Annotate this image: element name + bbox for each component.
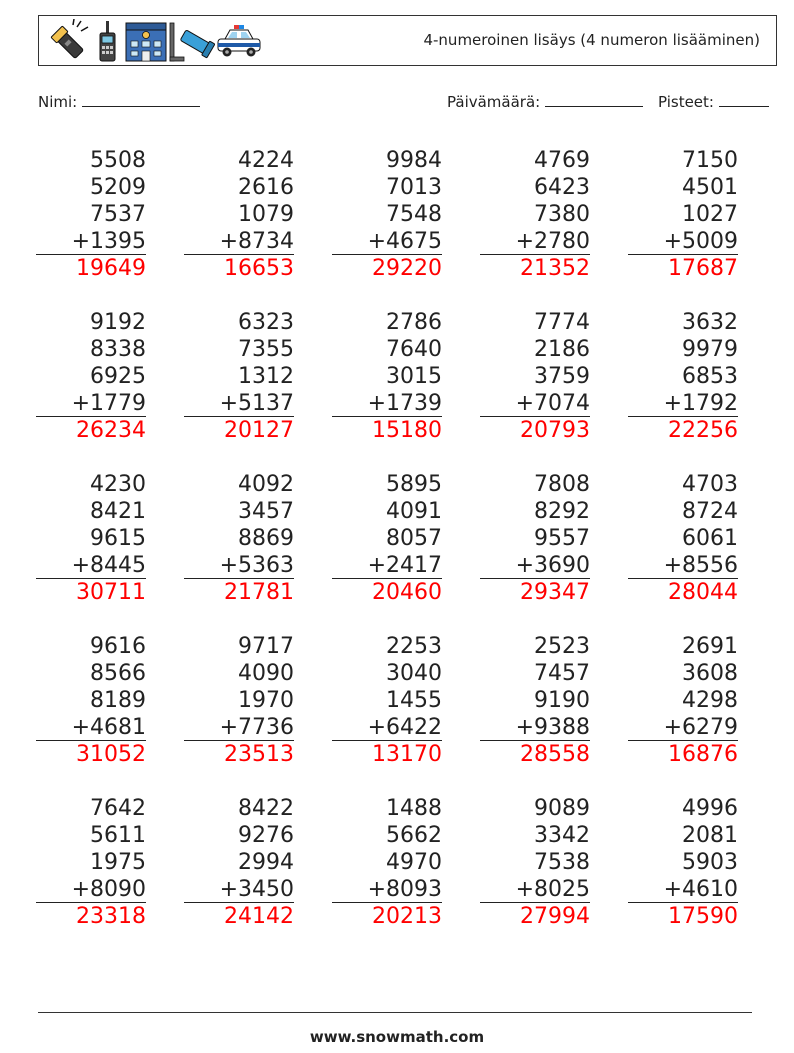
addend-3: 7548 <box>386 202 442 227</box>
date-label: Päivämäärä: <box>447 93 541 111</box>
addend-2: 6423 <box>534 175 590 200</box>
addend-3: 7538 <box>534 850 590 875</box>
addend-3: 1975 <box>90 850 146 875</box>
problem-24 <box>480 795 590 930</box>
addend-1: 6323 <box>238 310 294 335</box>
addend-4: +5009 <box>628 228 738 255</box>
addend-1: 3632 <box>682 310 738 335</box>
problem-8 <box>332 309 442 444</box>
answer: 20127 <box>224 418 294 443</box>
addend-3: 2994 <box>238 850 294 875</box>
addend-1: 4224 <box>238 148 294 173</box>
addend-2: 4090 <box>238 661 294 686</box>
footer-url: www.snowmath.com <box>309 1028 485 1046</box>
addend-4: +8090 <box>36 876 146 903</box>
addend-3: 8189 <box>90 688 146 713</box>
answer: 21781 <box>224 580 294 605</box>
addend-4: +2417 <box>332 552 442 579</box>
addend-2: 5209 <box>90 175 146 200</box>
addend-2: 8421 <box>90 499 146 524</box>
addend-3: 9615 <box>90 526 146 551</box>
addend-3: 1027 <box>682 202 738 227</box>
answer: 26234 <box>76 418 146 443</box>
addend-2: 3457 <box>238 499 294 524</box>
addend-1: 5895 <box>386 472 442 497</box>
addend-1: 4996 <box>682 796 738 821</box>
answer: 17590 <box>668 904 738 929</box>
addend-2: 7640 <box>386 337 442 362</box>
problem-7 <box>184 309 294 444</box>
addend-4: +1792 <box>628 390 738 417</box>
addend-2: 2186 <box>534 337 590 362</box>
footer-divider <box>38 1012 752 1013</box>
addend-4: +5137 <box>184 390 294 417</box>
addend-1: 9616 <box>90 634 146 659</box>
answer: 28044 <box>668 580 738 605</box>
addend-2: 9979 <box>682 337 738 362</box>
addend-4: +4610 <box>628 876 738 903</box>
problem-15 <box>628 471 738 606</box>
problem-14 <box>480 471 590 606</box>
addend-4: +3450 <box>184 876 294 903</box>
addend-3: 6061 <box>682 526 738 551</box>
addend-4: +7736 <box>184 714 294 741</box>
addend-2: 5662 <box>386 823 442 848</box>
addend-1: 7642 <box>90 796 146 821</box>
addend-2: 5611 <box>90 823 146 848</box>
addend-4: +3690 <box>480 552 590 579</box>
addend-1: 4230 <box>90 472 146 497</box>
addend-4: +8025 <box>480 876 590 903</box>
problem-2 <box>184 147 294 282</box>
addend-1: 9984 <box>386 148 442 173</box>
addend-2: 8724 <box>682 499 738 524</box>
addend-4: +7074 <box>480 390 590 417</box>
addend-3: 4970 <box>386 850 442 875</box>
addend-2: 2616 <box>238 175 294 200</box>
addend-4: +5363 <box>184 552 294 579</box>
addend-3: 6925 <box>90 364 146 389</box>
addend-1: 4769 <box>534 148 590 173</box>
addend-4: +1779 <box>36 390 146 417</box>
answer: 17687 <box>668 256 738 281</box>
name-label: Nimi: <box>38 93 78 111</box>
addend-2: 2081 <box>682 823 738 848</box>
addend-1: 4092 <box>238 472 294 497</box>
addend-3: 9557 <box>534 526 590 551</box>
answer: 29220 <box>372 256 442 281</box>
answer: 23318 <box>76 904 146 929</box>
addend-4: +9388 <box>480 714 590 741</box>
addend-3: 4298 <box>682 688 738 713</box>
addend-1: 2523 <box>534 634 590 659</box>
addend-4: +8093 <box>332 876 442 903</box>
addend-3: 8057 <box>386 526 442 551</box>
addend-2: 9276 <box>238 823 294 848</box>
addend-3: 7380 <box>534 202 590 227</box>
addend-2: 7457 <box>534 661 590 686</box>
addend-3: 3015 <box>386 364 442 389</box>
addend-2: 8338 <box>90 337 146 362</box>
answer: 20460 <box>372 580 442 605</box>
problem-22 <box>184 795 294 930</box>
answer: 16876 <box>668 742 738 767</box>
addend-1: 4703 <box>682 472 738 497</box>
addend-1: 1488 <box>386 796 442 821</box>
problem-25 <box>628 795 738 930</box>
addend-2: 7355 <box>238 337 294 362</box>
answer: 20793 <box>520 418 590 443</box>
addend-3: 1455 <box>386 688 442 713</box>
addend-2: 3608 <box>682 661 738 686</box>
answer: 30711 <box>76 580 146 605</box>
addend-2: 8566 <box>90 661 146 686</box>
addend-1: 7774 <box>534 310 590 335</box>
problem-3 <box>332 147 442 282</box>
addend-3: 8869 <box>238 526 294 551</box>
addend-3: 7537 <box>90 202 146 227</box>
addend-3: 1312 <box>238 364 294 389</box>
problem-5 <box>628 147 738 282</box>
answer: 21352 <box>520 256 590 281</box>
addend-1: 7150 <box>682 148 738 173</box>
addend-4: +2780 <box>480 228 590 255</box>
answer: 16653 <box>224 256 294 281</box>
addend-3: 1079 <box>238 202 294 227</box>
answer: 23513 <box>224 742 294 767</box>
problem-6 <box>36 309 146 444</box>
addend-4: +8556 <box>628 552 738 579</box>
problem-13 <box>332 471 442 606</box>
addend-3: 1970 <box>238 688 294 713</box>
worksheet-title: 4-numeroinen lisäys (4 numeron lisääminen) <box>423 31 760 49</box>
score-label: Pisteet: <box>658 93 714 111</box>
problem-23 <box>332 795 442 930</box>
addend-4: +6422 <box>332 714 442 741</box>
addend-2: 4501 <box>682 175 738 200</box>
answer: 13170 <box>372 742 442 767</box>
addend-3: 3759 <box>534 364 590 389</box>
addend-3: 5903 <box>682 850 738 875</box>
addend-1: 2691 <box>682 634 738 659</box>
problem-11 <box>36 471 146 606</box>
addend-4: +1739 <box>332 390 442 417</box>
addend-1: 8422 <box>238 796 294 821</box>
answer: 28558 <box>520 742 590 767</box>
answer: 20213 <box>372 904 442 929</box>
problem-1 <box>36 147 146 282</box>
addend-4: +8734 <box>184 228 294 255</box>
addend-4: +6279 <box>628 714 738 741</box>
addend-1: 9192 <box>90 310 146 335</box>
addend-2: 3342 <box>534 823 590 848</box>
problem-18 <box>332 633 442 768</box>
answer: 29347 <box>520 580 590 605</box>
answer: 15180 <box>372 418 442 443</box>
addend-4: +1395 <box>36 228 146 255</box>
answer: 27994 <box>520 904 590 929</box>
addend-3: 9190 <box>534 688 590 713</box>
problem-12 <box>184 471 294 606</box>
addend-3: 6853 <box>682 364 738 389</box>
addend-4: +4681 <box>36 714 146 741</box>
addend-4: +8445 <box>36 552 146 579</box>
problem-10 <box>628 309 738 444</box>
problem-21 <box>36 795 146 930</box>
addend-2: 7013 <box>386 175 442 200</box>
problem-19 <box>480 633 590 768</box>
addend-1: 2253 <box>386 634 442 659</box>
problem-9 <box>480 309 590 444</box>
problem-16 <box>36 633 146 768</box>
addend-1: 9089 <box>534 796 590 821</box>
addend-2: 4091 <box>386 499 442 524</box>
problem-17 <box>184 633 294 768</box>
addend-2: 3040 <box>386 661 442 686</box>
problem-20 <box>628 633 738 768</box>
addend-2: 8292 <box>534 499 590 524</box>
addend-1: 7808 <box>534 472 590 497</box>
answer: 19649 <box>76 256 146 281</box>
addend-1: 5508 <box>90 148 146 173</box>
addend-4: +4675 <box>332 228 442 255</box>
answer: 24142 <box>224 904 294 929</box>
answer: 22256 <box>668 418 738 443</box>
addend-1: 2786 <box>386 310 442 335</box>
answer: 31052 <box>76 742 146 767</box>
addend-1: 9717 <box>238 634 294 659</box>
problem-4 <box>480 147 590 282</box>
